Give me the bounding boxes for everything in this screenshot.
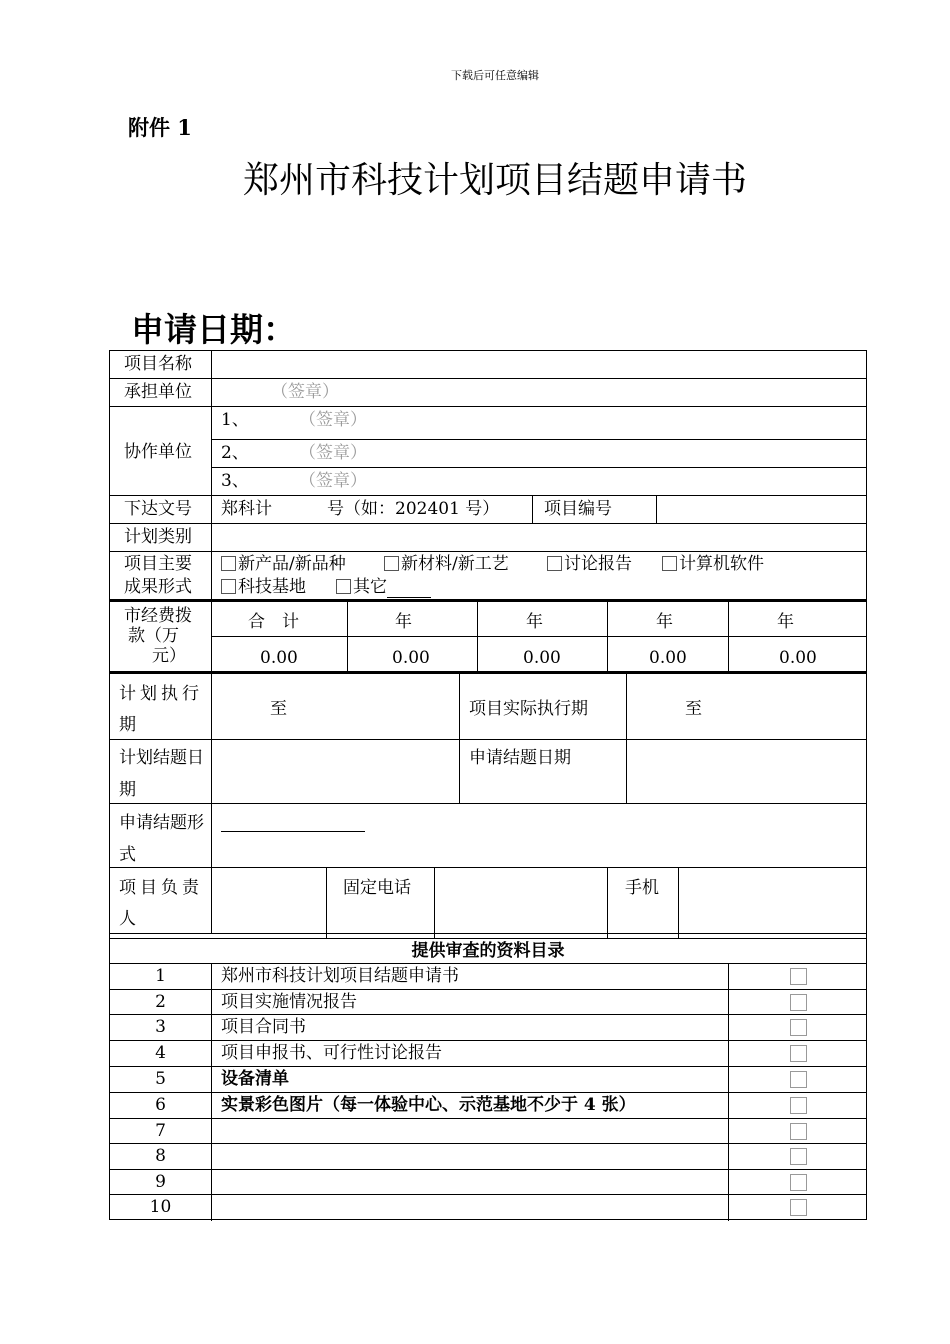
apply-date-label: 申请日期：	[131, 310, 296, 349]
seal-note: （签章）	[299, 410, 367, 430]
label-end-form-2: 式	[119, 845, 136, 865]
checkbox-icon[interactable]	[384, 556, 399, 571]
label-actual-period: 项目实际执行期	[469, 699, 588, 719]
page-title: 郑州市科技计划项目结题申请书	[242, 160, 747, 201]
end-form-underline	[221, 831, 365, 832]
label-leader-2: 人	[119, 909, 136, 929]
checkbox-icon[interactable]	[662, 556, 677, 571]
material-checkbox[interactable]	[790, 1071, 807, 1088]
to-text: 至	[685, 699, 702, 719]
fund-value-total: 0.00	[260, 648, 298, 668]
checkbox-icon[interactable]	[336, 579, 351, 594]
fund-header-year: 年	[526, 612, 543, 632]
label-result-form-2: 成果形式	[124, 577, 192, 597]
material-checkbox[interactable]	[790, 1019, 807, 1036]
label-funding-2: 款（万	[128, 626, 179, 646]
result-option-new-product[interactable]: 新产品/新品种	[221, 554, 346, 574]
fund-header-year: 年	[656, 612, 673, 632]
fund-header-year: 年	[777, 612, 794, 632]
result-option-other[interactable]: 其它	[336, 577, 431, 598]
material-name: 设备清单	[221, 1069, 289, 1089]
material-name: 项目申报书、可行性讨论报告	[221, 1043, 442, 1063]
label-apply-end: 申请结题日期	[469, 748, 571, 768]
label-issue-doc: 下达文号	[124, 499, 192, 519]
material-no: 1	[155, 966, 166, 986]
label-project-no: 项目编号	[544, 499, 612, 519]
material-checkbox[interactable]	[790, 1174, 807, 1191]
result-option-software[interactable]: 计算机软件	[662, 554, 764, 574]
coop-2: 2、	[221, 443, 249, 463]
label-undertaker: 承担单位	[124, 382, 192, 402]
seal-note: （签章）	[299, 443, 367, 463]
material-no: 3	[155, 1017, 166, 1037]
material-name: 项目实施情况报告	[221, 992, 357, 1012]
result-option-report[interactable]: 讨论报告	[547, 554, 632, 574]
label-project-name: 项目名称	[124, 354, 192, 374]
label-mobile: 手机	[625, 878, 659, 898]
material-no: 4	[155, 1043, 166, 1063]
result-option-base[interactable]: 科技基地	[221, 577, 306, 597]
checkbox-icon[interactable]	[547, 556, 562, 571]
material-checkbox[interactable]	[790, 1045, 807, 1062]
coop-3: 3、	[221, 471, 249, 491]
checkbox-icon[interactable]	[221, 556, 236, 571]
material-no: 9	[155, 1172, 166, 1192]
material-no: 5	[155, 1069, 166, 1089]
material-name: 项目合同书	[221, 1017, 306, 1037]
material-checkbox[interactable]	[790, 968, 807, 985]
material-checkbox[interactable]	[790, 1199, 807, 1216]
fund-value: 0.00	[779, 648, 817, 668]
label-funding-1: 市经费拨	[124, 606, 192, 626]
label-landline: 固定电话	[343, 878, 411, 898]
fund-header-total: 合 计	[248, 612, 299, 632]
material-no: 7	[155, 1121, 166, 1141]
header-note: 下载后可任意编辑	[451, 69, 539, 82]
material-no: 8	[155, 1146, 166, 1166]
result-option-new-material[interactable]: 新材料/新工艺	[384, 554, 509, 574]
material-name: 郑州市科技计划项目结题申请书	[221, 966, 459, 986]
to-text: 至	[270, 699, 287, 719]
label-cooperator: 协作单位	[124, 442, 192, 462]
label-end-form-1: 申请结题形	[119, 813, 204, 833]
material-checkbox[interactable]	[790, 994, 807, 1011]
issue-doc-value-a: 郑科计	[221, 499, 272, 519]
material-checkbox[interactable]	[790, 1097, 807, 1114]
fund-value: 0.00	[523, 648, 561, 668]
label-result-form-1: 项目主要	[124, 554, 192, 574]
fund-header-year: 年	[395, 612, 412, 632]
label-plan-type: 计划类别	[124, 527, 192, 547]
label-leader-1: 项目负责	[119, 878, 203, 898]
material-no: 10	[149, 1197, 172, 1217]
seal-note: （签章）	[271, 382, 339, 402]
material-checkbox[interactable]	[790, 1148, 807, 1165]
material-no: 6	[155, 1095, 166, 1115]
checkbox-icon[interactable]	[221, 579, 236, 594]
label-plan-end-1: 计划结题日	[119, 748, 204, 768]
material-checkbox[interactable]	[790, 1123, 807, 1140]
label-plan-period-2: 期	[119, 715, 136, 735]
material-no: 2	[155, 992, 166, 1012]
fund-value: 0.00	[649, 648, 687, 668]
issue-doc-value-b: 号（如：202401 号）	[327, 499, 500, 519]
seal-note: （签章）	[299, 471, 367, 491]
label-plan-period-1: 计划执行	[119, 684, 203, 704]
label-funding-3: 元）	[152, 646, 186, 666]
fund-value: 0.00	[392, 648, 430, 668]
attachment-label: 附件 1	[128, 115, 192, 140]
material-name: 实景彩色图片（每一体验中心、示范基地不少于 4 张）	[221, 1095, 636, 1115]
application-form	[109, 350, 867, 1220]
coop-1: 1、	[221, 410, 249, 430]
label-plan-end-2: 期	[119, 780, 136, 800]
materials-heading: 提供审查的资料目录	[411, 941, 565, 961]
